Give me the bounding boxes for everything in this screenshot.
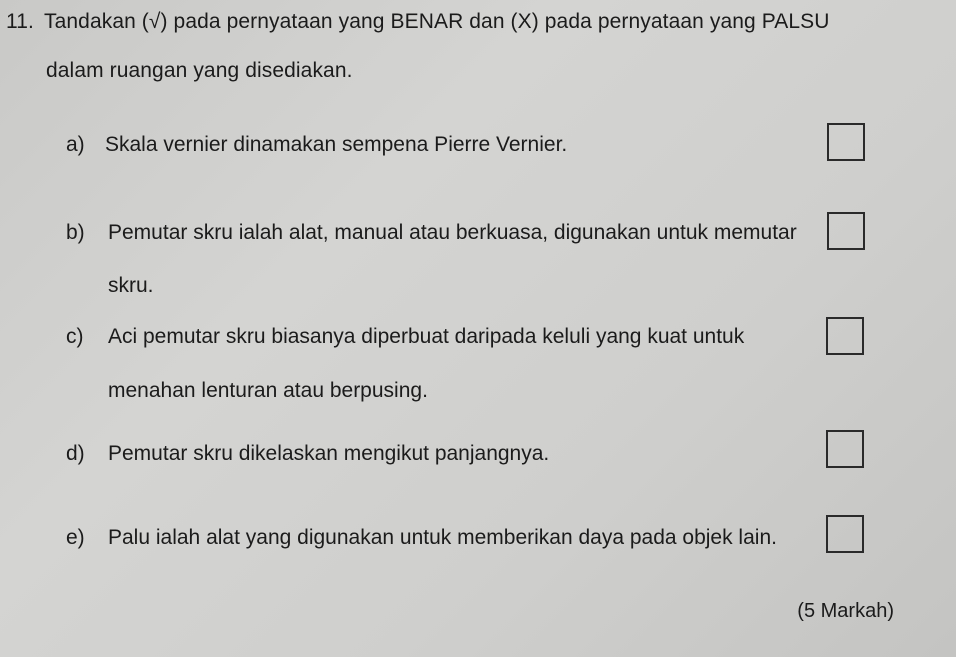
item-d-label: d) [66,442,85,465]
item-d-text: Pemutar skru dikelaskan mengikut panjangnya. [108,442,550,465]
item-a-text: Skala vernier dinamakan sempena Pierre Vernier. [105,133,568,156]
item-c-answer-box[interactable] [826,317,864,355]
item-c-label: c) [66,325,84,348]
marks-label: (5 Markah) [797,600,894,622]
item-e-text: Palu ialah alat yang digunakan untuk memberikan daya pada objek lain. [108,526,777,549]
question-number: 11. [6,10,34,33]
item-e-answer-box[interactable] [826,515,864,553]
item-b-text-line2: skru. [108,274,154,297]
question-instruction-line1: Tandakan (√) pada pernyataan yang BENAR dan (X) pada pernyataan yang PALSU [44,10,830,33]
item-c-text-line2: menahan lenturan atau berpusing. [108,379,428,402]
item-b-text-line1: Pemutar skru ialah alat, manual atau berkuasa, digunakan untuk memutar [108,221,797,244]
item-a-label: a) [66,133,85,156]
item-b-label: b) [66,221,85,244]
item-a-answer-box[interactable] [827,123,865,161]
item-e-label: e) [66,526,85,549]
item-b-answer-box[interactable] [827,212,865,250]
question-instruction-line2: dalam ruangan yang disediakan. [46,59,353,82]
item-d-answer-box[interactable] [826,430,864,468]
item-c-text-line1: Aci pemutar skru biasanya diperbuat daripada keluli yang kuat untuk [108,325,745,348]
